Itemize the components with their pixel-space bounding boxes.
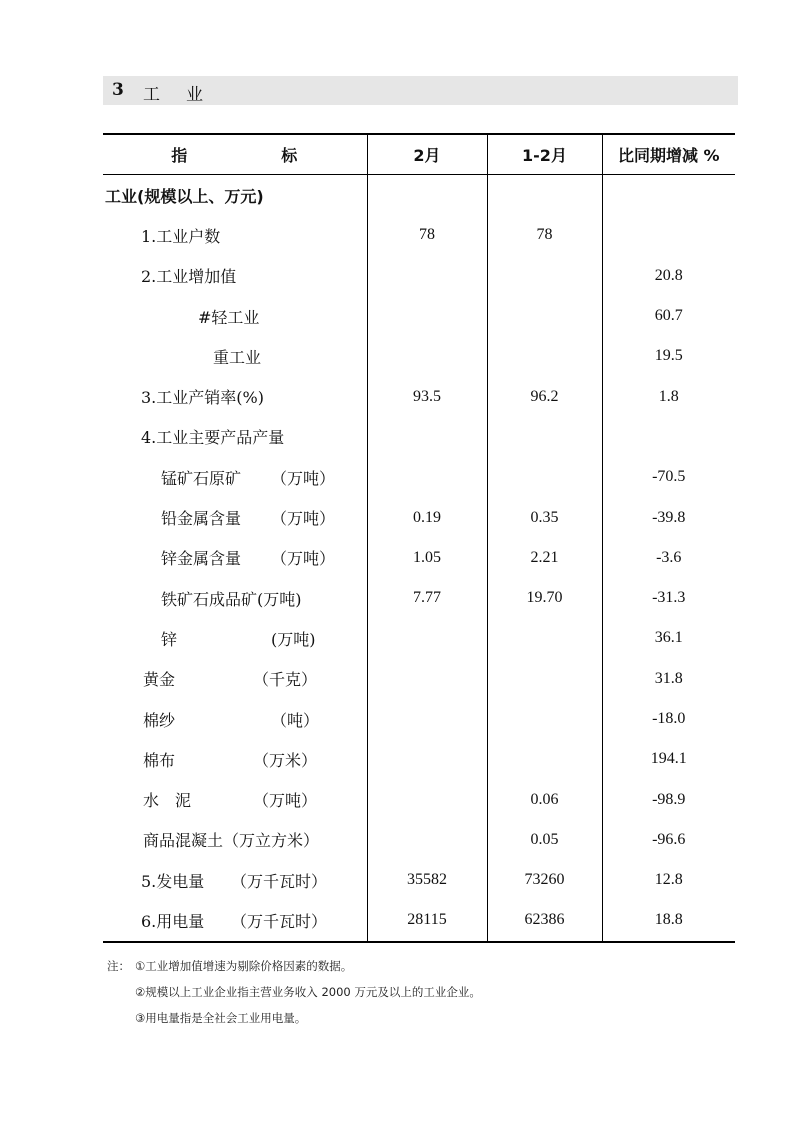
row-label-cell <box>103 699 367 739</box>
row-label-cell <box>103 417 367 457</box>
table-row <box>103 820 735 860</box>
cell-cum <box>487 296 602 336</box>
row-label: 5.发电量 <box>141 871 205 891</box>
footnotes <box>107 953 486 1031</box>
cell-change: 36.1 <box>602 618 735 658</box>
cell-cum: 73260 <box>487 860 602 900</box>
cell-month <box>367 336 487 376</box>
cell-change <box>602 175 735 216</box>
cell-change: 19.5 <box>602 336 735 376</box>
footnote-1 <box>107 953 481 979</box>
row-unit: （万立方米） <box>223 831 320 851</box>
cell-month <box>367 175 487 216</box>
cell-cum: 19.70 <box>487 578 602 618</box>
row-label-cell <box>103 497 367 537</box>
row-label-cell <box>103 618 367 658</box>
cell-month: 28115 <box>367 900 487 941</box>
table-row <box>103 860 735 900</box>
row-label: 铁矿石成品矿 <box>161 589 258 609</box>
footnote-3 <box>135 1005 481 1031</box>
table-row <box>103 457 735 497</box>
row-label-cell <box>103 578 367 618</box>
cell-change <box>602 417 735 457</box>
footnote-2 <box>135 979 481 1005</box>
row-label-cell <box>103 860 367 900</box>
cell-month <box>367 457 487 497</box>
row-label-cell <box>103 457 367 497</box>
cell-month: 0.19 <box>367 497 487 537</box>
cell-change: 20.8 <box>602 256 735 296</box>
table-row <box>103 256 735 296</box>
row-label-cell <box>103 779 367 819</box>
cell-month <box>367 417 487 457</box>
row-label: 6.用电量 <box>141 911 205 931</box>
cell-month <box>367 739 487 779</box>
row-label-cell <box>103 820 367 860</box>
row-label: 铅金属含量 <box>161 509 242 529</box>
row-unit: (万吨) <box>257 589 302 609</box>
cell-change: -98.9 <box>602 779 735 819</box>
row-label-cell <box>103 538 367 578</box>
table-row <box>103 175 735 216</box>
section-number: 3 <box>112 80 124 100</box>
row-unit: （万吨） <box>271 468 336 488</box>
cell-change: -70.5 <box>602 457 735 497</box>
table-row <box>103 376 735 416</box>
footnote-3-text: ③用电量指是全社会工业用电量。 <box>135 1011 307 1025</box>
cell-cum: 78 <box>487 215 602 255</box>
row-unit: （万米） <box>253 750 318 770</box>
row-label-cell <box>103 900 367 941</box>
cell-change: 18.8 <box>602 900 735 941</box>
cell-cum <box>487 457 602 497</box>
cell-cum <box>487 739 602 779</box>
row-unit: （千克） <box>253 670 318 690</box>
row-unit: （万吨） <box>271 549 336 569</box>
header-cumulative: 1-2月 <box>487 134 602 175</box>
row-unit: （万吨） <box>271 509 336 529</box>
row-unit: （吨） <box>271 710 320 730</box>
cell-change: -96.6 <box>602 820 735 860</box>
cell-cum <box>487 699 602 739</box>
cell-change: -39.8 <box>602 497 735 537</box>
row-label: #轻工业 <box>198 307 260 327</box>
row-label: 黄金 <box>143 670 176 690</box>
cell-month: 7.77 <box>367 578 487 618</box>
cell-change: -3.6 <box>602 538 735 578</box>
footnote-prefix: 注： <box>107 959 130 973</box>
row-label: 锌金属含量 <box>161 549 242 569</box>
row-label: 2.工业增加值 <box>141 267 237 287</box>
cell-month: 78 <box>367 215 487 255</box>
row-label-cell <box>103 296 367 336</box>
cell-change: 1.8 <box>602 376 735 416</box>
industry-table <box>103 133 735 943</box>
cell-month: 1.05 <box>367 538 487 578</box>
row-label-cell <box>103 256 367 296</box>
table-row <box>103 618 735 658</box>
cell-cum: 2.21 <box>487 538 602 578</box>
cell-month <box>367 256 487 296</box>
row-label: 锌 <box>161 629 178 649</box>
row-label-cell <box>103 215 367 255</box>
row-label-cell <box>103 739 367 779</box>
cell-month <box>367 820 487 860</box>
cell-cum: 0.06 <box>487 779 602 819</box>
cell-cum <box>487 659 602 699</box>
cell-month <box>367 779 487 819</box>
cell-change <box>602 215 735 255</box>
header-change: 比同期增减 % <box>602 134 735 175</box>
row-label: 锰矿石原矿 <box>161 468 242 488</box>
row-label: 商品混凝土 <box>143 831 224 851</box>
table-header-row <box>103 134 735 175</box>
row-label: 棉布 <box>143 750 176 770</box>
table-row <box>103 779 735 819</box>
row-label-cell <box>103 336 367 376</box>
row-label: 重工业 <box>213 347 262 367</box>
cell-month <box>367 296 487 336</box>
cell-change: 31.8 <box>602 659 735 699</box>
row-label: 3.工业产销率(%) <box>141 388 264 408</box>
table-row <box>103 538 735 578</box>
row-label-cell <box>103 659 367 699</box>
footnote-1-text: ①工业增加值增速为剔除价格因素的数据。 <box>135 959 353 973</box>
header-month: 2月 <box>367 134 487 175</box>
section-title: 工业 <box>143 85 229 105</box>
table-row <box>103 659 735 699</box>
table-row <box>103 578 735 618</box>
row-label-cell <box>103 175 367 216</box>
cell-month <box>367 699 487 739</box>
table-row <box>103 296 735 336</box>
table-row <box>103 900 735 941</box>
cell-cum: 96.2 <box>487 376 602 416</box>
row-unit: （万吨） <box>253 791 318 811</box>
row-unit: （万千瓦时） <box>231 911 328 931</box>
header-indicator-a: 指 <box>171 146 189 165</box>
header-indicator-b: 标 <box>281 146 299 165</box>
table-row <box>103 497 735 537</box>
cell-change: -18.0 <box>602 699 735 739</box>
row-label: 1.工业户数 <box>141 226 221 246</box>
footnote-2-text: ②规模以上工业企业指主营业务收入 2000 万元及以上的工业企业。 <box>135 985 481 999</box>
cell-cum <box>487 256 602 296</box>
section-header-bar <box>103 76 738 105</box>
row-label: 4.工业主要产品产量 <box>141 428 285 448</box>
cell-cum <box>487 618 602 658</box>
cell-change: 60.7 <box>602 296 735 336</box>
cell-cum <box>487 336 602 376</box>
cell-month <box>367 618 487 658</box>
cell-month: 35582 <box>367 860 487 900</box>
cell-cum: 62386 <box>487 900 602 941</box>
header-indicator <box>103 134 367 175</box>
table-row <box>103 215 735 255</box>
table-row <box>103 417 735 457</box>
row-label: 工业(规模以上、万元) <box>105 186 264 206</box>
cell-cum: 0.35 <box>487 497 602 537</box>
row-label: 棉纱 <box>143 710 176 730</box>
row-label: 水 泥 <box>143 791 192 811</box>
cell-cum <box>487 417 602 457</box>
cell-cum <box>487 175 602 216</box>
row-unit: (万吨) <box>271 629 316 649</box>
table-row <box>103 336 735 376</box>
table-row <box>103 739 735 779</box>
row-label-cell <box>103 376 367 416</box>
cell-month <box>367 659 487 699</box>
cell-cum: 0.05 <box>487 820 602 860</box>
cell-change: -31.3 <box>602 578 735 618</box>
table-row <box>103 699 735 739</box>
cell-change: 12.8 <box>602 860 735 900</box>
cell-month: 93.5 <box>367 376 487 416</box>
cell-change: 194.1 <box>602 739 735 779</box>
row-unit: （万千瓦时） <box>231 871 328 891</box>
